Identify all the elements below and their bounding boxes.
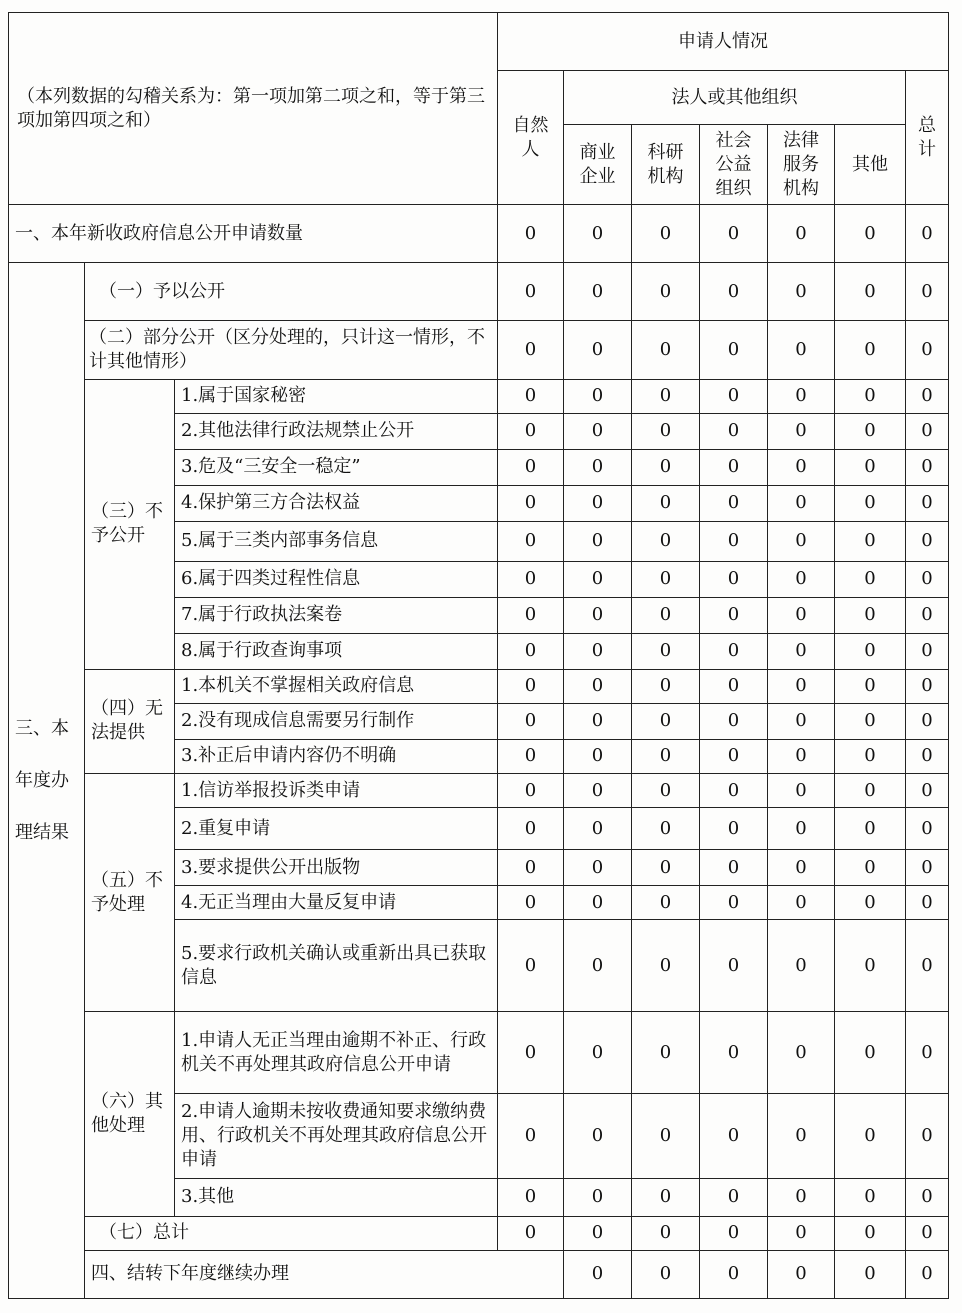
item-label: 5.要求行政机关确认或重新出具已获取信息 <box>175 920 498 1012</box>
cell: 0 <box>906 1250 949 1298</box>
cell: 0 <box>906 413 949 449</box>
cell: 0 <box>906 1178 949 1216</box>
table-row <box>9 321 949 379</box>
cell: 0 <box>632 561 700 597</box>
table-row <box>9 263 949 321</box>
item-label: 2.申请人逾期未按收费通知要求缴纳费用、行政机关不再处理其政府信息公开申请 <box>175 1094 498 1178</box>
cell: 0 <box>564 263 632 321</box>
cell: 0 <box>700 850 768 886</box>
cell: 0 <box>835 1178 906 1216</box>
cell: 0 <box>700 1012 768 1094</box>
cell: 0 <box>498 263 564 321</box>
row-label-partial: （二）部分公开（区分处理的，只计这一情形，不计其他情形） <box>85 321 498 379</box>
cell: 0 <box>632 379 700 413</box>
cell: 0 <box>564 1012 632 1094</box>
cell: 0 <box>835 1094 906 1178</box>
cell: 0 <box>835 774 906 808</box>
cell: 0 <box>700 669 768 703</box>
cell: 0 <box>700 379 768 413</box>
public-welfare-header: 社会公益组织 <box>700 125 768 205</box>
cell: 0 <box>835 263 906 321</box>
cell: 0 <box>498 449 564 485</box>
cell: 0 <box>906 485 949 521</box>
cell: 0 <box>564 703 632 739</box>
table-row <box>9 205 949 263</box>
cell: 0 <box>700 1094 768 1178</box>
cell: 0 <box>906 379 949 413</box>
relationship-note: （本列数据的勾稽关系为：第一项加第二项之和，等于第三项加第四项之和） <box>9 13 498 205</box>
cell: 0 <box>835 669 906 703</box>
cell: 0 <box>498 321 564 379</box>
cell: 0 <box>768 263 835 321</box>
cell: 0 <box>564 561 632 597</box>
cell: 0 <box>498 521 564 561</box>
cell: 0 <box>700 886 768 920</box>
cell: 0 <box>835 1216 906 1250</box>
cell: 0 <box>564 379 632 413</box>
item-label: 8.属于行政查询事项 <box>175 633 498 669</box>
cell: 0 <box>632 739 700 773</box>
table-row <box>9 774 949 808</box>
cell: 0 <box>768 321 835 379</box>
cell: 0 <box>564 1178 632 1216</box>
cell: 0 <box>632 633 700 669</box>
cell: 0 <box>632 485 700 521</box>
cell: 0 <box>498 774 564 808</box>
cell: 0 <box>835 449 906 485</box>
cell: 0 <box>835 703 906 739</box>
cell: 0 <box>564 205 632 263</box>
item-label: 2.其他法律行政法规禁止公开 <box>175 413 498 449</box>
legal-group-header: 法人或其他组织 <box>564 71 906 125</box>
cell: 0 <box>498 561 564 597</box>
natural-person-header: 自然人 <box>498 71 564 205</box>
cell: 0 <box>835 521 906 561</box>
cell: 0 <box>498 886 564 920</box>
cell: 0 <box>632 703 700 739</box>
cell: 0 <box>906 521 949 561</box>
cell: 0 <box>768 413 835 449</box>
table-row <box>9 669 949 703</box>
cell: 0 <box>768 379 835 413</box>
cell: 0 <box>906 774 949 808</box>
row-label-new-requests: 一、本年新收政府信息公开申请数量 <box>9 205 498 263</box>
cell: 0 <box>906 321 949 379</box>
cell: 0 <box>700 1178 768 1216</box>
cell: 0 <box>768 920 835 1012</box>
cell: 0 <box>498 808 564 850</box>
row-label-total: （七）总计 <box>85 1216 498 1250</box>
cell: 0 <box>768 521 835 561</box>
cell: 0 <box>564 413 632 449</box>
cell: 0 <box>768 633 835 669</box>
cell: 0 <box>564 321 632 379</box>
item-label: 6.属于四类过程性信息 <box>175 561 498 597</box>
row-label-disclose: （一）予以公开 <box>85 263 498 321</box>
cell: 0 <box>906 850 949 886</box>
commercial-header: 商业企业 <box>564 125 632 205</box>
cell: 0 <box>906 886 949 920</box>
table-row <box>9 1012 949 1094</box>
cell: 0 <box>632 1012 700 1094</box>
cell: 0 <box>700 561 768 597</box>
cell: 0 <box>498 1012 564 1094</box>
item-label: 3.危及“三安全一稳定” <box>175 449 498 485</box>
cell: 0 <box>768 808 835 850</box>
cell: 0 <box>906 920 949 1012</box>
item-label: 4.保护第三方合法权益 <box>175 485 498 521</box>
cell: 0 <box>498 850 564 886</box>
cell: 0 <box>632 1250 700 1298</box>
cell: 0 <box>564 850 632 886</box>
other-header: 其他 <box>835 125 906 205</box>
cell: 0 <box>632 1216 700 1250</box>
cell: 0 <box>564 920 632 1012</box>
cell: 0 <box>564 1094 632 1178</box>
cell: 0 <box>498 1216 564 1250</box>
cell: 0 <box>906 205 949 263</box>
cell: 0 <box>700 703 768 739</box>
cell: 0 <box>632 449 700 485</box>
cell: 0 <box>632 850 700 886</box>
cell: 0 <box>498 1178 564 1216</box>
cell: 0 <box>906 1216 949 1250</box>
cell: 0 <box>498 205 564 263</box>
cell: 0 <box>768 485 835 521</box>
cell: 0 <box>835 633 906 669</box>
cell: 0 <box>906 1094 949 1178</box>
cell: 0 <box>632 263 700 321</box>
cell: 0 <box>564 808 632 850</box>
cell: 0 <box>700 633 768 669</box>
cell: 0 <box>564 633 632 669</box>
cell: 0 <box>906 703 949 739</box>
cell: 0 <box>768 205 835 263</box>
total-header: 总计 <box>906 71 949 205</box>
item-label: 4.无正当理由大量反复申请 <box>175 886 498 920</box>
cell: 0 <box>906 633 949 669</box>
cell: 0 <box>564 597 632 633</box>
cell: 0 <box>835 561 906 597</box>
cell: 0 <box>768 449 835 485</box>
cell: 0 <box>768 561 835 597</box>
row-label-not-disclose: （三）不予公开 <box>85 379 175 669</box>
cell: 0 <box>564 886 632 920</box>
cell: 0 <box>498 597 564 633</box>
cell: 0 <box>700 413 768 449</box>
cell: 0 <box>835 886 906 920</box>
item-label: 1.申请人无正当理由逾期不补正、行政机关不再处理其政府信息公开申请 <box>175 1012 498 1094</box>
item-label: 1.信访举报投诉类申请 <box>175 774 498 808</box>
cell: 0 <box>906 561 949 597</box>
table-row <box>9 1250 949 1298</box>
row-label-other-process: （六）其他处理 <box>85 1012 175 1216</box>
cell: 0 <box>700 321 768 379</box>
cell: 0 <box>768 703 835 739</box>
cell: 0 <box>768 1094 835 1178</box>
cell: 0 <box>632 669 700 703</box>
cell: 0 <box>700 774 768 808</box>
cell: 0 <box>498 413 564 449</box>
cell: 0 <box>768 774 835 808</box>
cell: 0 <box>700 920 768 1012</box>
cell: 0 <box>498 1094 564 1178</box>
cell: 0 <box>835 808 906 850</box>
cell: 0 <box>906 669 949 703</box>
cell: 0 <box>498 379 564 413</box>
item-label: 3.补正后申请内容仍不明确 <box>175 739 498 773</box>
cell: 0 <box>906 263 949 321</box>
item-label: 7.属于行政执法案卷 <box>175 597 498 633</box>
cell: 0 <box>835 205 906 263</box>
cell: 0 <box>700 1216 768 1250</box>
cell: 0 <box>632 1178 700 1216</box>
row-label-not-process: （五）不予处理 <box>85 774 175 1012</box>
cell: 0 <box>768 850 835 886</box>
cell: 0 <box>768 669 835 703</box>
item-label: 1.属于国家秘密 <box>175 379 498 413</box>
cell: 0 <box>632 597 700 633</box>
cell: 0 <box>835 850 906 886</box>
cell: 0 <box>564 485 632 521</box>
cell: 0 <box>906 1012 949 1094</box>
cell: 0 <box>498 739 564 773</box>
cell: 0 <box>835 413 906 449</box>
cell: 0 <box>768 1012 835 1094</box>
cell: 0 <box>906 739 949 773</box>
cell: 0 <box>700 1250 768 1298</box>
cell: 0 <box>835 379 906 413</box>
applicant-header: 申请人情况 <box>498 13 949 71</box>
item-label: 3.其他 <box>175 1178 498 1216</box>
cell: 0 <box>632 808 700 850</box>
cell: 0 <box>700 521 768 561</box>
cell: 0 <box>768 739 835 773</box>
research-header: 科研机构 <box>632 125 700 205</box>
cell: 0 <box>835 1250 906 1298</box>
cell: 0 <box>498 703 564 739</box>
cell: 0 <box>700 485 768 521</box>
cell: 0 <box>632 920 700 1012</box>
cell: 0 <box>498 669 564 703</box>
item-label: 5.属于三类内部事务信息 <box>175 521 498 561</box>
cell: 0 <box>906 449 949 485</box>
table-row <box>9 379 949 413</box>
item-label: 3.要求提供公开出版物 <box>175 850 498 886</box>
cell: 0 <box>700 449 768 485</box>
cell: 0 <box>700 808 768 850</box>
item-label: 2.没有现成信息需要另行制作 <box>175 703 498 739</box>
cell: 0 <box>632 321 700 379</box>
cell: 0 <box>498 920 564 1012</box>
item-label: 2.重复申请 <box>175 808 498 850</box>
row-label-carry-over: 四、结转下年度继续办理 <box>85 1250 564 1298</box>
cell: 0 <box>768 597 835 633</box>
cell: 0 <box>835 920 906 1012</box>
cell: 0 <box>768 886 835 920</box>
cell: 0 <box>564 739 632 773</box>
cell: 0 <box>768 1216 835 1250</box>
cell: 0 <box>700 263 768 321</box>
cell: 0 <box>768 1178 835 1216</box>
cell: 0 <box>835 1012 906 1094</box>
disclosure-statistics-table <box>8 12 949 1299</box>
legal-service-header: 法律服务机构 <box>768 125 835 205</box>
cell: 0 <box>564 774 632 808</box>
cell: 0 <box>906 597 949 633</box>
cell: 0 <box>632 886 700 920</box>
cell: 0 <box>906 808 949 850</box>
row-label-results: 三、本年度办理结果 <box>9 263 85 1299</box>
cell: 0 <box>835 321 906 379</box>
cell: 0 <box>835 739 906 773</box>
table-row <box>9 1216 949 1250</box>
row-label-cannot-provide: （四）无法提供 <box>85 669 175 773</box>
cell: 0 <box>700 205 768 263</box>
cell: 0 <box>700 597 768 633</box>
cell: 0 <box>564 521 632 561</box>
cell: 0 <box>564 449 632 485</box>
cell: 0 <box>498 485 564 521</box>
cell: 0 <box>768 1250 835 1298</box>
cell: 0 <box>700 739 768 773</box>
cell: 0 <box>632 1094 700 1178</box>
cell: 0 <box>632 413 700 449</box>
cell: 0 <box>564 669 632 703</box>
cell: 0 <box>632 774 700 808</box>
cell: 0 <box>564 1216 632 1250</box>
cell: 0 <box>632 521 700 561</box>
cell: 0 <box>632 205 700 263</box>
item-label: 1.本机关不掌握相关政府信息 <box>175 669 498 703</box>
cell: 0 <box>835 597 906 633</box>
cell: 0 <box>835 485 906 521</box>
cell: 0 <box>498 633 564 669</box>
cell: 0 <box>564 1250 632 1298</box>
